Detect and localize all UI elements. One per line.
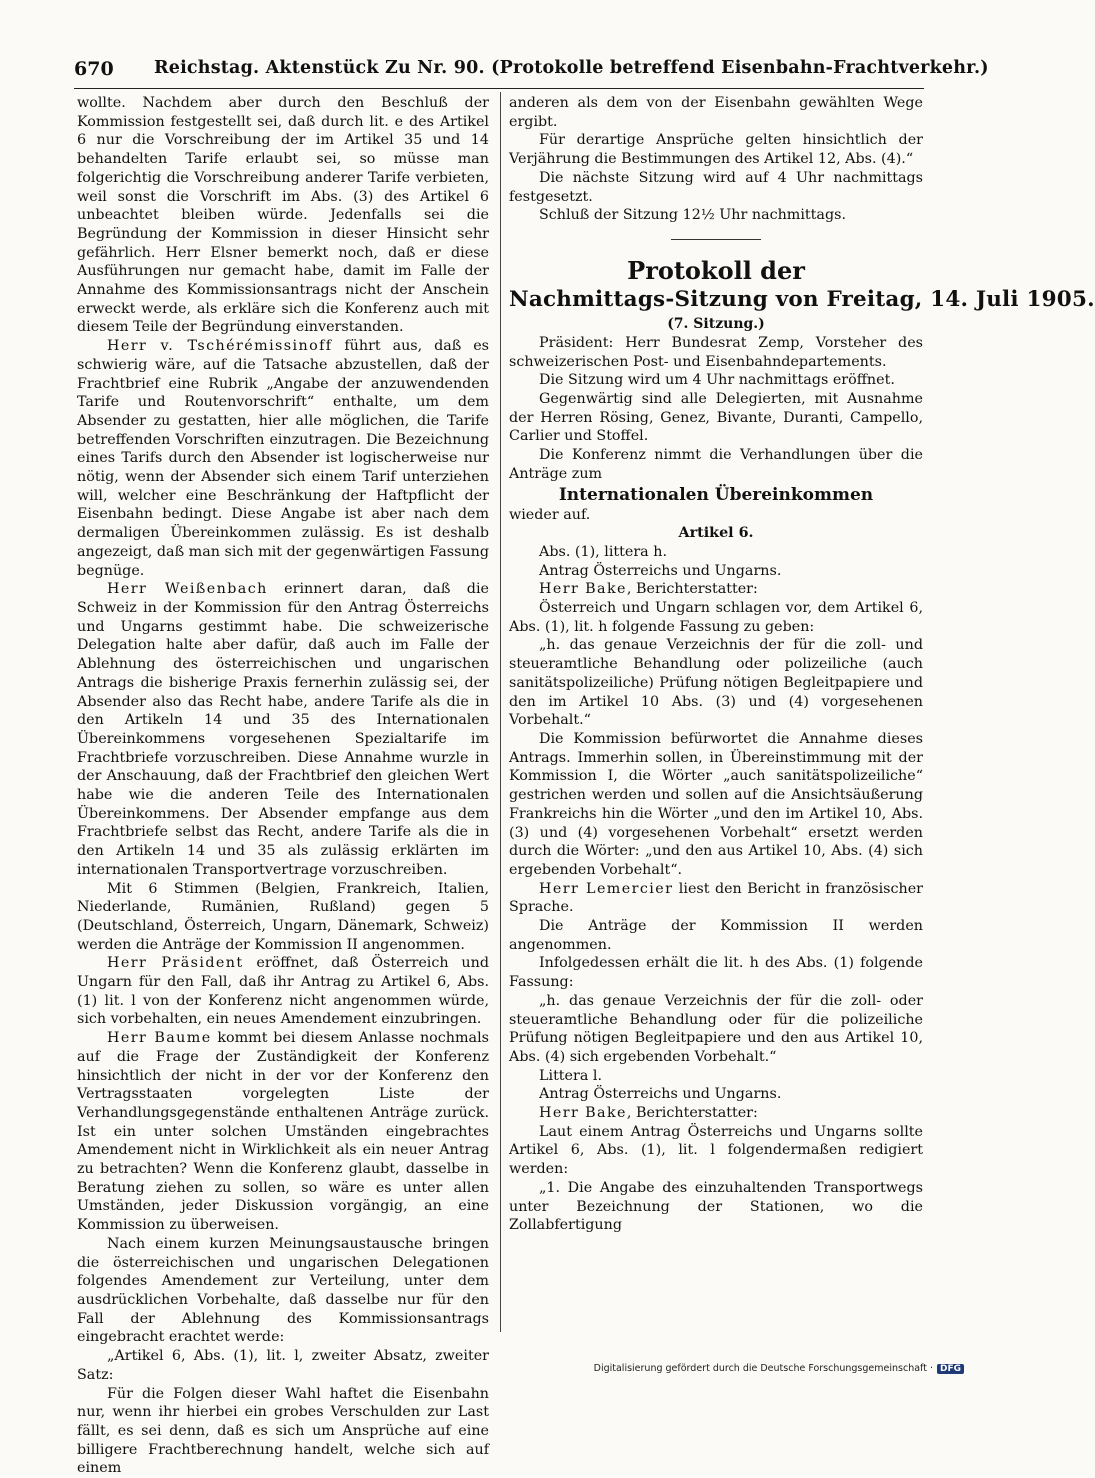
paragraph: Gegenwärtig sind alle Delegierten, mit Ausnahme der Herren Rösing, Genez, Bivante, Duranti, Campello, Carlier und Stoffel. bbox=[509, 391, 923, 445]
paragraph bbox=[77, 337, 489, 580]
paragraph: „h. das genaue Verzeichnis der für die zoll- und steueramtliche Behandlung oder polizeiliche (auch sanitätspolizeiliche) Prüfung nötigen Begleitpapiere und den im Artikel 10 Abs. (3) und (4) vorgesehenen Vorbehalt.“ bbox=[509, 637, 923, 729]
header-rule bbox=[74, 88, 924, 89]
dfg-logo-icon: DFG bbox=[937, 1364, 964, 1374]
paragraph-text: kommt bei diesem Anlasse nochmals auf die Frage der Zuständigkeit der Konferenz hinsichtlich der nicht in der vor der Konferenz den Vertragsstaaten vorgelegten Liste der Verhandlungsgegenstände enthaltenen Anträge zurück. Ist ein unter solchen Umständen eingebrachtes Amendement nicht in Wirklichkeit als ein neuer Antrag zu betrachten? Wenn die Konferenz glaubt, dasselbe in Beratung ziehen zu sollen, so wäre es unter allen Umständen, jeder Diskussion vorgängig, an eine Kommission zu überweisen. bbox=[77, 1030, 489, 1234]
paragraph: Für derartige Ansprüche gelten hinsichtlich der Verjährung die Bestimmungen des Artikel 12, Abs. (4).“ bbox=[509, 132, 923, 168]
protocol-session-title: Nachmittags-Sitzung von Freitag, 14. Juli 1905. bbox=[509, 286, 1095, 312]
paragraph-text: , Berichterstatter: bbox=[626, 581, 758, 598]
paragraph bbox=[509, 580, 923, 599]
paragraph: „1. Die Angabe des einzuhaltenden Transportwegs unter Bezeichnung der Stationen, wo die Zollabfertigung bbox=[509, 1179, 923, 1234]
paragraph: anderen als dem von der Eisenbahn gewählten Wege ergibt. bbox=[509, 95, 923, 130]
paragraph: Littera l. bbox=[539, 1067, 603, 1084]
footer-credit: Digitalisierung gefördert durch die Deutsche Forschungsgemeinschaft · bbox=[593, 1363, 933, 1374]
paragraph: Mit 6 Stimmen (Belgien, Frankreich, Italien, Niederlande, Rumänien, Rußland) gegen 5 (Deutschland, Österreich, Ungarn, Dänemark, Schweiz) werden die Anträge der Kommission II angenommen. bbox=[77, 880, 489, 953]
speaker-name: Herr v. Tschérémissinoff bbox=[107, 338, 333, 355]
paragraph: Die Kommission befürwortet die Annahme dieses Antrags. Immerhin sollen, in Übereinstimmung mit der Kommission I, die Wörter „auch sanitätspolizeiliche“ gestrichen werden und sollen auf die Ansichtsäußerung Frankreichs hin die Wörter „und den im Artikel 10, Abs. (3) und (4) vorgesehenen Vorbehalt“ ersetzt werden durch die Wörter: „und den aus Artikel 10, Abs. (4) sich ergebenden Vorbehalt“. bbox=[509, 730, 923, 878]
column-divider bbox=[500, 92, 501, 1332]
paragraph: Antrag Österreichs und Ungarns. bbox=[539, 1086, 782, 1103]
paragraph: Präsident: Herr Bundesrat Zemp, Vorsteher des schweizerischen Post- und Eisenbahndepartements. bbox=[509, 334, 923, 370]
paragraph-text: , Berichterstatter: bbox=[626, 1105, 758, 1122]
page-number: 670 bbox=[74, 58, 114, 80]
paragraph: Die nächste Sitzung wird auf 4 Uhr nachmittags festgesetzt. bbox=[509, 169, 923, 205]
speaker-name: Herr Bake bbox=[539, 1105, 627, 1122]
speaker-name: Herr Bake bbox=[539, 581, 627, 598]
right-column bbox=[509, 94, 1095, 1235]
paragraph bbox=[509, 880, 923, 917]
paragraph: Österreich und Ungarn schlagen vor, dem Artikel 6, Abs. (1), lit. h folgende Fassung zu geben: bbox=[509, 600, 923, 635]
speaker-name: Herr Präsident bbox=[107, 955, 244, 972]
left-column bbox=[77, 94, 489, 1478]
paragraph: Nach einem kurzen Meinungsaustausche bringen die österreichischen und ungarischen Delegationen folgendes Amendement zur Verteilung, unter dem ausdrücklichen Vorbehalte, daß dasselbe nur für den Fall der Ablehnung des Kommissionsantrags eingebracht erachtet werde: bbox=[77, 1235, 489, 1346]
footer bbox=[594, 1363, 964, 1374]
paragraph: „h. das genaue Verzeichnis der für die zoll- oder steueramtliche Behandlung oder für die polizeiliche Prüfung nötigen Begleitpapiere und den aus Artikel 10, Abs. (4) sich ergebenden Vorbehalt.“ bbox=[509, 992, 923, 1065]
speaker-name: Herr Baume bbox=[107, 1030, 212, 1047]
section-rule bbox=[671, 239, 761, 240]
paragraph: Antrag Österreichs und Ungarns. bbox=[539, 562, 782, 579]
speaker-name: Herr Weißenbach bbox=[107, 581, 268, 598]
protocol-subtitle: (7. Sitzung.) bbox=[667, 315, 765, 332]
paragraph: Abs. (1), littera h. bbox=[539, 543, 667, 560]
paragraph: „Artikel 6, Abs. (1), lit. l, zweiter Absatz, zweiter Satz: bbox=[77, 1348, 489, 1383]
page-header bbox=[74, 56, 989, 86]
paragraph: Die Sitzung wird um 4 Uhr nachmittags eröffnet. bbox=[539, 372, 895, 389]
paragraph-text: führt aus, daß es schwierig wäre, auf die Tatsache abzustellen, daß der Frachtbrief eine Rubrik „Angabe der anzuwendenden Tarife und Routenvorschrift“ enthalte, um dem Absender zu gestatten, hier alle möglichen, die Tarife betreffenden Vorschriften einzutragen. Die Bezeichnung eines Tarifs durch den Absender ist logischerweise nur nötig, wenn der Absender sich einem Tarif unterziehen will, welcher eine Beschränkung der Haftpflicht der Eisenbahn bedingt. Diese Angabe ist aber nach dem dermaligen Übereinkommen zulässig. Es ist deshalb angezeigt, daß man sich mit der gegenwärtigen Fassung begnüge. bbox=[77, 338, 490, 579]
paragraph-text: eröffnet, daß Österreich und Ungarn für den Fall, daß ihr Antrag zu Artikel 6, Abs. (1) lit. l von der Konferenz nicht angenommen würde, sich vorbehalten, ein neues Amendement einzubringen. bbox=[77, 955, 490, 1028]
paragraph: Schluß der Sitzung 12½ Uhr nachmittags. bbox=[539, 207, 846, 224]
paragraph: Infolgedessen erhält die lit. h des Abs. (1) folgende Fassung: bbox=[509, 955, 923, 991]
paragraph-text: liest den Bericht in französischer Sprache. bbox=[509, 880, 923, 916]
paragraph bbox=[77, 580, 489, 879]
section-heading: Internationalen Übereinkommen bbox=[558, 484, 874, 505]
paragraph: Die Konferenz nimmt die Verhandlungen über die Anträge zum bbox=[509, 447, 923, 482]
running-head: Reichstag. Aktenstück Zu Nr. 90. (Protokolle betreffend Eisenbahn-Frachtverkehr.) bbox=[154, 58, 989, 78]
paragraph bbox=[77, 1029, 489, 1235]
paragraph bbox=[509, 1104, 923, 1123]
article-heading: Artikel 6. bbox=[678, 525, 754, 542]
paragraph: wollte. Nachdem aber durch den Beschluß der Kommission festgestellt sei, daß durch lit. e des Artikel 6 nur die Vorschreibung der im Artikel 35 und 14 behandelten Tarife erlaubt sei, so müsse man folgerichtig die Vorschreibung anderer Tarife verbieten, weil sonst die Vorschrift im Abs. (3) des Artikel 6 unbeachtet bleiben würde. Jedenfalls sei die Begründung der Kommission in dieser Hinsicht sehr gefährlich. Herr Elsner bemerkt noch, daß er diese Ausführungen nur gemacht habe, damit im Falle der Annahme des Kommissionsantrags nicht der Anschein erweckt werde, als erkläre sich die Konferenz auch mit diesem Teile der Begründung einverstanden. bbox=[77, 95, 489, 336]
paragraph: Die Anträge der Kommission II werden angenommen. bbox=[509, 918, 923, 953]
speaker-name: Herr Lemercier bbox=[539, 880, 674, 897]
paragraph-text: erinnert daran, daß die Schweiz in der Kommission für den Antrag Österreichs und Ungarns gestimmt habe. Die schweizerische Delegation halte aber dafür, daß auch im Falle der Ablehnung des österreichischen und ungarischen Antrags die bisherige Praxis fernerhin zulässig sei, der Absender also das Recht habe, andere Tarife als die in den Artikeln 14 und 35 des Internationalen Übereinkommens vorgesehenen Spezialtarife im Frachtbriefe vorzuschreiben. Diese Annahme wurzle in der Anschauung, daß der Frachtbrief den gleichen Wert habe wie die anderen Teile des Internationalen Übereinkommens. Der Absender empfange aus dem Frachtbriefe selbst das Recht, andere Tarife als die in den Artikeln 14 und 35 als zulässig erklärten im internationalen Transportvertrage vorzuschreiben. bbox=[77, 581, 489, 878]
paragraph bbox=[77, 954, 489, 1029]
protocol-title: Protokoll der bbox=[627, 255, 805, 285]
paragraph: Laut einem Antrag Österreichs und Ungarns sollte Artikel 6, Abs. (1), lit. l folgendermaßen redigiert werden: bbox=[509, 1123, 923, 1178]
paragraph: wieder auf. bbox=[509, 506, 591, 523]
paragraph: Für die Folgen dieser Wahl haftet die Eisenbahn nur, wenn ihr hierbei ein grobes Verschulden zur Last fällt, es sei denn, daß es sich um Ansprüche auf eine billigere Frachtberechnung handelt, welche sich auf einem bbox=[77, 1385, 489, 1477]
